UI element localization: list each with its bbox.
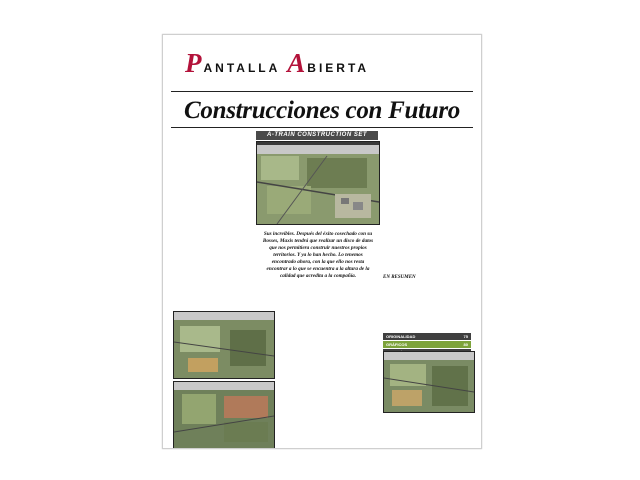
game-screenshot-main [256, 141, 380, 225]
article-headline: Construcciones con Futuro [184, 97, 460, 124]
headline-rule [171, 127, 473, 128]
screenshot-caption: Sus increíbles. Después del éxito cosechado con su Bosses, Maxis tendrá que realizar un disco de datos que nos permitiera construir nuestros propios territorios. Y ya lo han hecho. Lo tenemos encontrado ahora, con la que ello nos resta encontrar a lo que se encuentra a la altura de la calidad que acredita a la compañía. [262, 231, 374, 279]
map-graphic-4 [384, 352, 474, 412]
magazine-page [162, 34, 482, 449]
summary-text [383, 281, 469, 321]
header-rule [171, 91, 473, 92]
map-graphic [257, 142, 379, 224]
body-column-center [281, 348, 377, 443]
section-initial-1: P [185, 48, 204, 78]
game-screenshot-3 [173, 381, 275, 449]
section-word-2: BIERTA [307, 61, 370, 75]
screenshot-title: A-TRAIN CONSTRUCTION SET [256, 131, 378, 140]
section-initial-2: A [287, 48, 308, 78]
rating-value: 80 [463, 342, 468, 347]
map-graphic-2 [174, 312, 274, 378]
rating-label: GRÁFICOS [386, 342, 408, 347]
map-graphic-3 [174, 382, 274, 448]
rating-row [383, 333, 471, 340]
rating-label: ORIGINALIDAD [386, 334, 416, 339]
body-column-left [173, 163, 257, 303]
game-screenshot-2 [173, 311, 275, 379]
game-screenshot-4 [383, 351, 475, 413]
section-header [185, 48, 369, 79]
summary-subhead: EN RESUMEN [383, 275, 416, 280]
body-column-right [383, 133, 469, 278]
section-word-1: ANTALLA [203, 61, 281, 75]
rating-value: 75 [463, 334, 468, 339]
rating-row [383, 341, 471, 348]
